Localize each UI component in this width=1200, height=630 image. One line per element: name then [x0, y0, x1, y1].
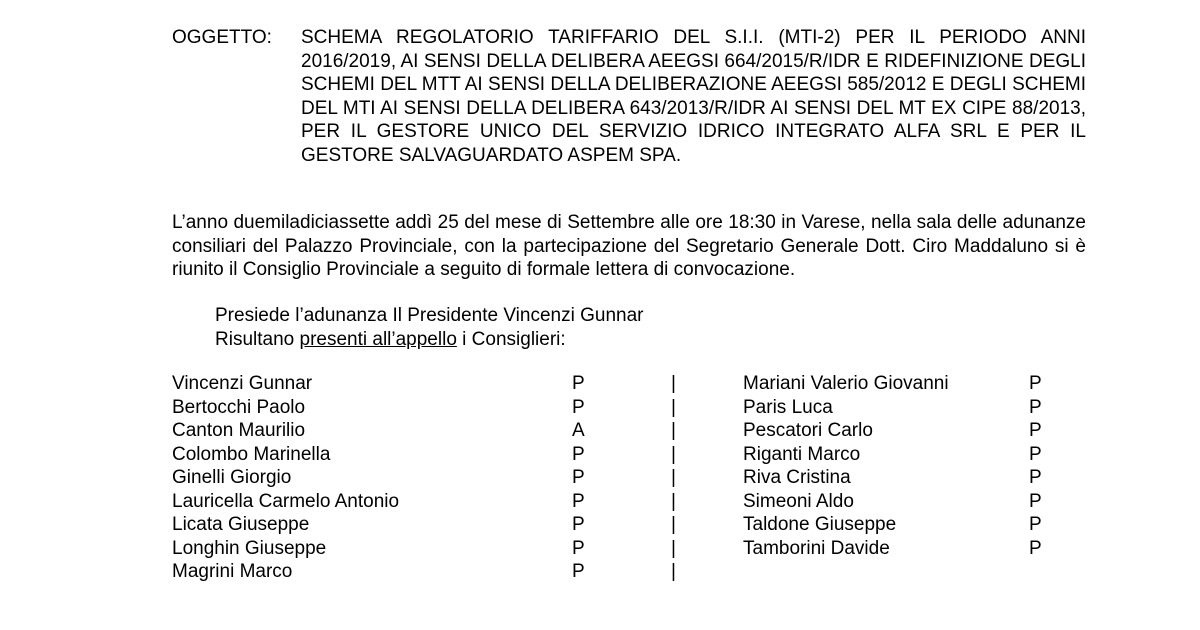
- consigliere-name: Ginelli Giorgio: [172, 467, 292, 488]
- consigliere-row: [172, 419, 692, 443]
- consiglieri-right-list: [743, 372, 1063, 560]
- consigliere-row: [743, 466, 1063, 490]
- consigliere-name: Licata Giuseppe: [172, 514, 310, 535]
- column-separator: |: [671, 467, 676, 488]
- risultano-line: [215, 328, 643, 352]
- risultano-before: Risultano: [215, 328, 300, 350]
- presiede-section: [215, 304, 643, 351]
- consigliere-status: P: [572, 396, 585, 418]
- consigliere-status: P: [1029, 467, 1042, 488]
- consigliere-name: Pescatori Carlo: [743, 420, 873, 441]
- consigliere-name: Vincenzi Gunnar: [172, 373, 313, 394]
- consigliere-name: Paris Luca: [743, 396, 833, 418]
- consigliere-name: Colombo Marinella: [172, 443, 331, 465]
- column-separator: |: [671, 537, 676, 559]
- consigliere-row: [172, 396, 692, 420]
- consigliere-name: Mariani Valerio Giovanni: [743, 373, 949, 394]
- consigliere-name: Bertocchi Paolo: [172, 396, 306, 418]
- intro-paragraph: L’anno duemiladiciassette addì 25 del mese di Settembre alle ore 18:30 in Varese, nella sala delle adunanze consiliari del Palazzo Provinciale, con la partecipazione del Segretario Generale Dott. Ciro Maddaluno si è riunito il Consiglio Provinciale a seguito di formale lettera di convocazione.: [172, 212, 1086, 280]
- risultano-underlined: presenti all’appello: [299, 328, 457, 350]
- consigliere-status: P: [1029, 420, 1042, 441]
- consigliere-name: Riva Cristina: [743, 467, 851, 488]
- consigliere-status: P: [572, 514, 585, 535]
- column-separator: |: [671, 420, 676, 441]
- oggetto-text: SCHEMA REGOLATORIO TARIFFARIO DEL S.I.I. (MTI-2) PER IL PERIODO ANNI 2016/2019, AI SENSI DELLA DELIBERA AEEGSI 664/2015/R/IDR E RIDEFINIZIONE DEGLI SCHEMI DEL MTT AI SENSI DELLA DELIBERAZIONE AEEGSI 585/2012 E DEGLI SCHEMI DEL MTI AI SENSI DELLA DELIBERA 643/2013/R/IDR AI SENSI DEL MT EX CIPE 88/2013, PER IL GESTORE UNICO DEL SERVIZIO IDRICO INTEGRATO ALFA SRL E PER IL GESTORE SALVAGUARDATO ASPEM SPA.: [301, 27, 1086, 166]
- consigliere-name: Riganti Marco: [743, 443, 861, 465]
- consigliere-status: P: [572, 443, 585, 465]
- column-separator: |: [671, 561, 676, 582]
- consigliere-status: P: [1029, 537, 1042, 559]
- consigliere-row: [743, 396, 1063, 420]
- consigliere-name: Longhin Giuseppe: [172, 537, 327, 559]
- presiede-line: Presiede l’adunanza Il Presidente Vincenzi Gunnar: [215, 305, 644, 326]
- column-separator: |: [671, 396, 676, 418]
- consigliere-status: P: [572, 490, 585, 512]
- consigliere-status: A: [572, 420, 585, 441]
- consigliere-status: P: [572, 537, 585, 559]
- consigliere-status: P: [572, 467, 585, 488]
- consigliere-status: P: [572, 561, 585, 582]
- column-separator: |: [671, 490, 676, 512]
- consigliere-row: [743, 513, 1063, 537]
- consigliere-name: Canton Maurilio: [172, 420, 306, 441]
- consigliere-row: [172, 537, 692, 561]
- column-separator: |: [671, 443, 676, 465]
- consigliere-status: P: [1029, 396, 1042, 418]
- risultano-after: i Consiglieri:: [456, 328, 566, 350]
- consigliere-row: [172, 513, 692, 537]
- consigliere-row: [743, 537, 1063, 561]
- column-separator: |: [671, 514, 676, 535]
- consigliere-row: [172, 443, 692, 467]
- consigliere-status: P: [572, 373, 585, 394]
- oggetto-section: [172, 26, 1086, 167]
- oggetto-label: OGGETTO:: [172, 27, 272, 48]
- consigliere-name: Simeoni Aldo: [743, 490, 854, 512]
- consigliere-row: [172, 560, 692, 584]
- consigliere-row: [172, 490, 692, 514]
- consigliere-name: Magrini Marco: [172, 561, 293, 582]
- consigliere-row: [172, 372, 692, 396]
- consigliere-name: Lauricella Carmelo Antonio: [172, 490, 400, 512]
- consigliere-row: [743, 372, 1063, 396]
- consigliere-name: Tamborini Davide: [743, 537, 890, 559]
- consigliere-status: P: [1029, 373, 1042, 394]
- consigliere-row: [743, 419, 1063, 443]
- consigliere-status: P: [1029, 490, 1042, 512]
- consigliere-row: [172, 466, 692, 490]
- consigliere-status: P: [1029, 443, 1042, 465]
- consigliere-name: Taldone Giuseppe: [743, 514, 897, 535]
- consigliere-status: P: [1029, 514, 1042, 535]
- consigliere-row: [743, 490, 1063, 514]
- consigliere-row: [743, 443, 1063, 467]
- column-separator: |: [671, 373, 676, 394]
- consiglieri-left-list: [172, 372, 692, 584]
